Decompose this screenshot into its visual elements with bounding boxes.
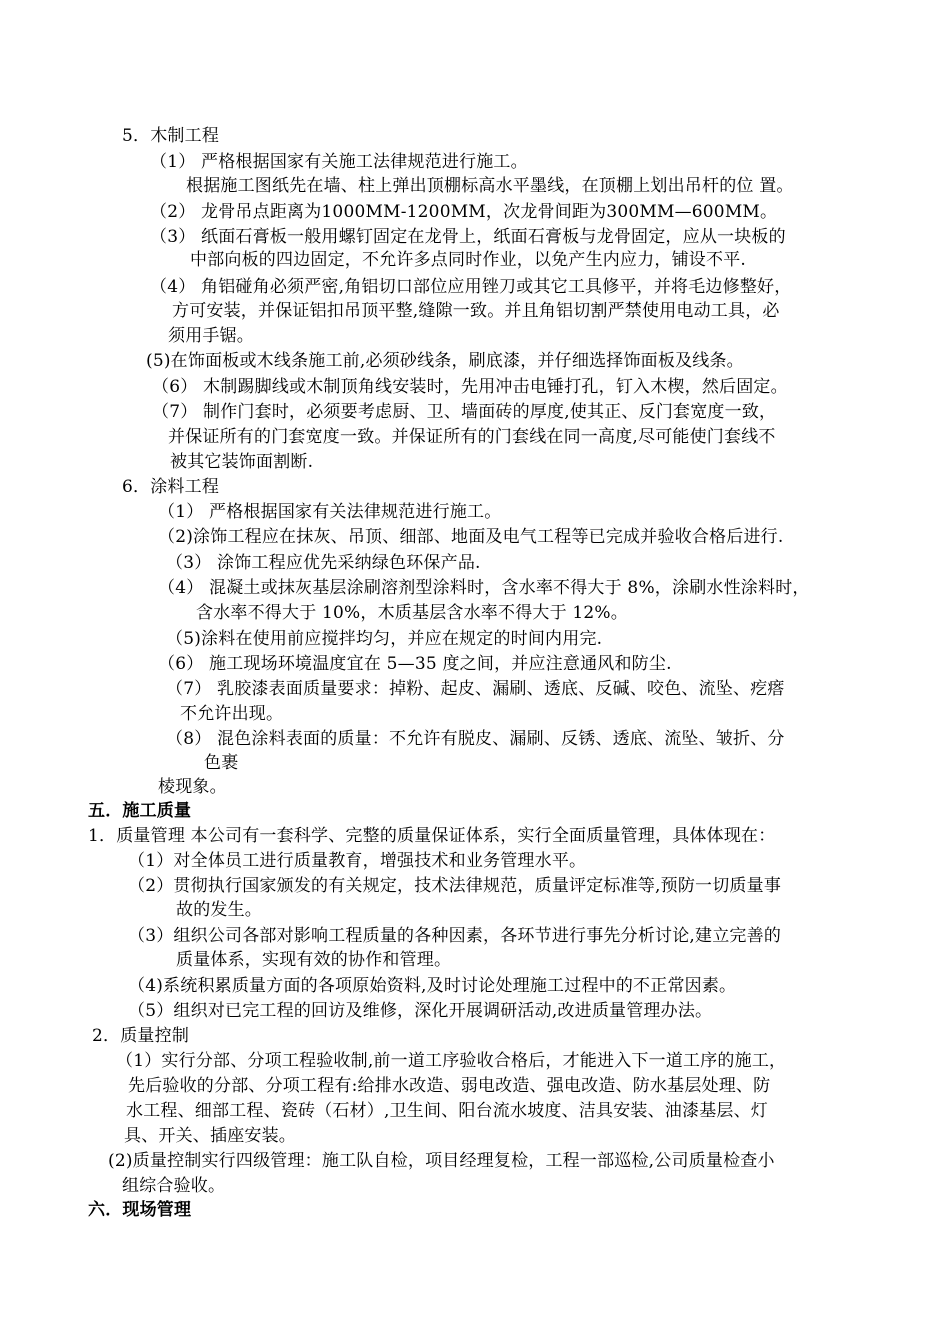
quality-mgmt-item-5: （5）组织对已完工程的回访及维修，深化开展调研活动,改进质量管理办法。 <box>128 1001 713 1021</box>
quality-mgmt-item-3: （3）组织公司各部对影响工程质量的各种因素，各环节进行事先分析讨论,建立完善的 <box>128 926 782 946</box>
sec5-item-3-cont: 中部向板的四边固定，不允许多点同时作业，以免产生内应力，铺设不平. <box>190 250 747 270</box>
quality-mgmt-item-4: （4)系统积累质量方面的各项原始资料,及时讨论处理施工过程中的不正常因素。 <box>128 976 737 996</box>
sec5-item-4-cont1: 方可安装，并保证铝扣吊顶平整,缝隙一致。并且角铝切割严禁使用电动工具，必 <box>172 301 780 321</box>
sec5-item-4: （4） 角铝碰角必须严密,角铝切口部位应用锉刀或其它工具修平，并将毛边修整好， <box>150 277 792 297</box>
section-6-title: 6．涂料工程 <box>122 477 220 497</box>
sec6-item-8-cont1: 色裹 <box>204 753 239 773</box>
sec5-item-5: (5)在饰面板或木线条施工前,必须砂线条，刷底漆，并仔细选择饰面板及线条。 <box>146 351 744 371</box>
sec5-item-1-cont: 根据施工图纸先在墙、柱上弹出顶棚标高水平墨线，在顶棚上划出吊杆的位 置。 <box>186 176 794 196</box>
quality-control-item-2-cont: 组综合验收。 <box>122 1176 226 1196</box>
quality-control-item-1: （1）实行分部、分项工程验收制,前一道工序验收合格后，才能进入下一道工序的施工， <box>116 1051 787 1071</box>
quality-control-item-2: (2)质量控制实行四级管理：施工队自检，项目经理复检，工程一部巡检,公司质量检查小 <box>108 1151 775 1171</box>
sec6-item-8: （8） 混色涂料表面的质量：不允许有脱皮、漏刷、反锈、透底、流坠、皱折、分 <box>166 729 785 749</box>
quality-control-title: 2．质量控制 <box>92 1026 190 1046</box>
sec6-item-6: （6） 施工现场环境温度宜在 5—35 度之间，并应注意通风和防尘. <box>158 654 672 674</box>
quality-control-item-1-cont3: 具、开关、插座安装。 <box>124 1126 296 1146</box>
sec5-item-2: （2） 龙骨吊点距离为1000MM-1200MM，次龙骨间距为300MM—600MM。 <box>150 202 778 222</box>
sec5-item-1: （1） 严格根据国家有关施工法律规范进行施工。 <box>150 152 528 172</box>
sec6-item-4-cont: 含水率不得大于 10%，木质基层含水率不得大于 12%。 <box>196 603 628 623</box>
quality-mgmt-item-2-cont: 故的发生。 <box>176 900 262 920</box>
sec5-item-7-cont1: 并保证所有的门套宽度一致。并保证所有的门套线在同一高度,尽可能使门套线不 <box>168 427 776 447</box>
sec5-item-3: （3） 纸面石膏板一般用螺钉固定在龙骨上，纸面石膏板与龙骨固定，应从一块板的 <box>150 227 786 247</box>
sec5-item-4-cont2: 须用手锯。 <box>168 326 254 346</box>
sec5-item-7-cont2: 被其它装饰面割断. <box>170 452 314 472</box>
quality-mgmt-para: 1．质量管理 本公司有一套科学、完整的质量保证体系，实行全面质量管理，具体体现在： <box>88 826 776 846</box>
quality-mgmt-item-3-cont: 质量体系，实现有效的协作和管理。 <box>176 950 452 970</box>
sec6-item-7-cont: 不允许出现。 <box>180 704 284 724</box>
quality-mgmt-item-2: （2）贯彻执行国家颁发的有关规定，技术法律规范，质量评定标准等,预防一切质量事 <box>128 876 782 896</box>
sec6-item-3: （3） 涂饰工程应优先采纳绿色环保产品. <box>166 553 481 573</box>
quality-control-item-1-cont1: 先后验收的分部、分项工程有:给排水改造、弱电改造、强电改造、防水基层处理、防 <box>128 1076 771 1096</box>
sec6-item-7: （7） 乳胶漆表面质量要求：掉粉、起皮、漏刷、透底、反碱、咬色、流坠、疙瘩 <box>166 679 785 699</box>
section-5-title: 5．木制工程 <box>122 126 220 146</box>
sec6-item-8-cont2: 棱现象。 <box>158 777 227 797</box>
chapter-6-heading: 六．现场管理 <box>88 1200 192 1220</box>
sec6-item-2: （2)涂饰工程应在抹灰、吊顶、细部、地面及电气工程等已完成并验收合格后进行. <box>158 527 784 547</box>
quality-mgmt-item-1: （1）对全体员工进行质量教育，增强技术和业务管理水平。 <box>128 851 587 871</box>
sec6-item-1: （1） 严格根据国家有关法律规范进行施工。 <box>158 502 502 522</box>
sec6-item-5: （5)涂料在使用前应搅拌均匀，并应在规定的时间内用完. <box>166 629 603 649</box>
sec6-item-4: （4） 混凝土或抹灰基层涂刷溶剂型涂料时，含水率不得大于 8%，涂刷水性涂料时， <box>158 578 810 598</box>
sec5-item-7: （7） 制作门套时，必须要考虑厨、卫、墙面砖的厚度,使其正、反门套宽度一致， <box>152 402 777 422</box>
quality-control-item-1-cont2: 水工程、细部工程、瓷砖（石材）,卫生间、阳台流水坡度、洁具安装、油漆基层、灯 <box>126 1101 769 1121</box>
chapter-5-heading: 五．施工质量 <box>88 801 192 821</box>
sec5-item-6: （6） 木制踢脚线或木制顶角线安装时，先用冲击电锤打孔，钉入木楔，然后固定。 <box>152 377 788 397</box>
